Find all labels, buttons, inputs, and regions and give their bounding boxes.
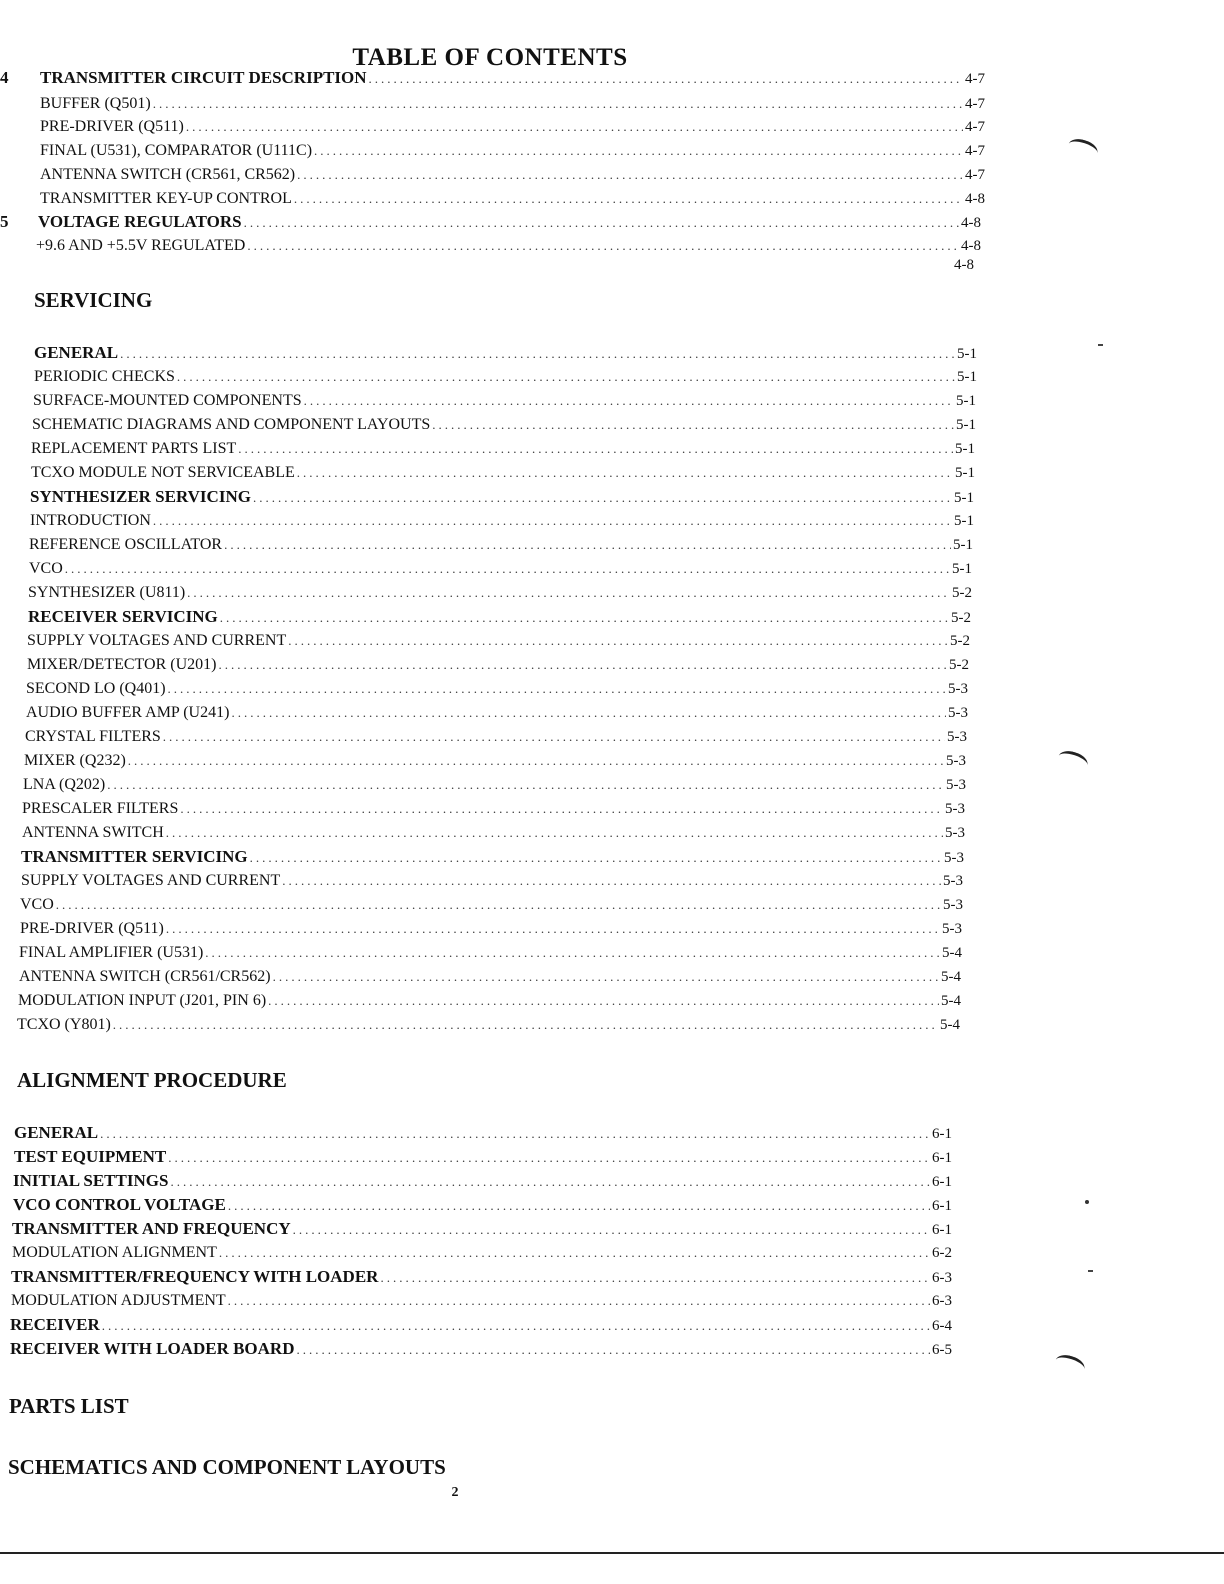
toc-entry-label: SYNTHESIZER (U811) <box>28 584 186 601</box>
binder-hole-mark <box>1066 136 1100 161</box>
toc-entry-page: 5-2 <box>950 633 970 649</box>
toc-entry[interactable] <box>12 1244 952 1262</box>
toc-entry-page: 5-1 <box>953 537 973 553</box>
toc-entry[interactable] <box>30 512 974 530</box>
toc-entry[interactable] <box>33 392 976 410</box>
toc-entry-label: +9.6 AND +5.5V REGULATED <box>36 237 246 254</box>
toc-entry[interactable] <box>28 584 972 602</box>
toc-entry-page: 5-3 <box>948 681 968 697</box>
toc-entry-label: TRANSMITTER SERVICING <box>21 847 248 866</box>
toc-entry[interactable] <box>29 560 972 578</box>
toc-entry-label: FINAL AMPLIFIER (U531) <box>19 944 204 961</box>
toc-entry-label: PRESCALER FILTERS <box>22 800 179 817</box>
toc-entry-page: 5-2 <box>952 585 972 601</box>
toc-entry-label: AUDIO BUFFER AMP (U241) <box>26 704 230 721</box>
toc-entry-label: MODULATION INPUT (J201, PIN 6) <box>18 992 267 1009</box>
toc-entry-label: TCXO MODULE NOT SERVICEABLE <box>31 464 295 481</box>
toc-entry[interactable] <box>32 416 976 434</box>
dot-leader <box>166 824 943 842</box>
toc-entry[interactable] <box>31 464 975 482</box>
dot-leader <box>177 368 955 386</box>
dot-leader <box>297 464 953 482</box>
toc-entry-page: 6-3 <box>932 1293 952 1309</box>
toc-entry-label: GENERAL <box>14 1123 99 1142</box>
toc-entry[interactable] <box>21 872 963 890</box>
toc-entry-label: RECEIVER <box>10 1315 100 1334</box>
dot-leader <box>65 560 950 578</box>
toc-entry-page: 5-3 <box>944 850 964 866</box>
toc-entry[interactable] <box>19 968 961 986</box>
scan-speck <box>1085 1200 1089 1204</box>
dot-leader <box>294 190 963 208</box>
toc-entry[interactable] <box>40 118 985 136</box>
toc-entry-label: MIXER (Q232) <box>24 752 126 769</box>
toc-entry-label: REPLACEMENT PARTS LIST <box>31 440 237 457</box>
toc-entry-page: 6-5 <box>932 1342 952 1358</box>
toc-entry-label: SUPPLY VOLTAGES AND CURRENT <box>21 872 281 889</box>
toc-entry[interactable] <box>13 1172 952 1191</box>
toc-entry[interactable] <box>30 488 974 507</box>
toc-entry-page: 6-1 <box>932 1126 952 1142</box>
toc-entry-page: 5-2 <box>949 657 969 673</box>
toc-entry[interactable] <box>34 368 977 386</box>
toc-entry[interactable] <box>28 608 971 627</box>
toc-entry-page: 5-1 <box>954 490 974 506</box>
dot-leader <box>100 1125 930 1143</box>
scan-speck <box>1098 344 1103 346</box>
toc-entry-label: PRE-DRIVER (Q511) <box>20 920 164 937</box>
binder-hole-mark <box>1056 748 1090 773</box>
dot-leader <box>282 872 941 890</box>
dot-leader <box>314 142 963 160</box>
toc-entry[interactable] <box>10 1340 952 1359</box>
dot-leader <box>168 680 946 698</box>
toc-entry-label: TRANSMITTER KEY-UP CONTROL <box>40 190 292 207</box>
section-heading-parts-list[interactable]: PARTS LIST <box>9 1394 129 1418</box>
toc-entry[interactable] <box>22 824 965 842</box>
section-number: 4 <box>0 68 9 87</box>
page-number: 2 <box>451 1485 459 1500</box>
toc-entry[interactable] <box>10 1316 952 1335</box>
toc-entry-label: VCO <box>20 896 54 913</box>
toc-entry-label: CRYSTAL FILTERS <box>25 728 161 745</box>
toc-entry-label: ANTENNA SWITCH <box>22 824 164 841</box>
toc-entry[interactable] <box>26 704 968 722</box>
toc-entry[interactable] <box>36 237 981 255</box>
dot-leader <box>250 849 942 867</box>
toc-entry-label: TRANSMITTER CIRCUIT DESCRIPTION <box>40 68 367 87</box>
dot-leader <box>304 392 954 410</box>
dot-leader <box>228 1292 930 1310</box>
dot-leader <box>432 416 954 434</box>
toc-entry-page: 5-3 <box>948 705 968 721</box>
toc-entry[interactable] <box>19 944 962 962</box>
toc-entry[interactable] <box>40 166 985 184</box>
toc-entry-label: TRANSMITTER/FREQUENCY WITH LOADER <box>11 1267 379 1286</box>
toc-entry[interactable] <box>22 800 965 818</box>
dot-leader <box>288 632 948 650</box>
toc-entry[interactable] <box>12 1220 952 1239</box>
toc-entry-page: 5-4 <box>940 1017 960 1033</box>
dot-leader <box>247 237 959 255</box>
toc-entry[interactable] <box>11 1268 952 1287</box>
dot-leader <box>293 1221 930 1239</box>
toc-entry-page: 5-1 <box>955 465 975 481</box>
dot-leader <box>296 1341 930 1359</box>
section-heading-servicing[interactable]: SERVICING <box>34 288 153 312</box>
binder-hole-mark <box>1053 1352 1087 1377</box>
toc-entry-label: VOLTAGE REGULATORS <box>38 212 242 231</box>
toc-entry-page: 6-3 <box>932 1270 952 1286</box>
dot-leader <box>180 800 943 818</box>
toc-entry-label: SURFACE-MOUNTED COMPONENTS <box>33 392 302 409</box>
toc-entry-label: VCO CONTROL VOLTAGE <box>13 1195 226 1214</box>
toc-entry-page: 6-1 <box>932 1198 952 1214</box>
toc-entry-label: SCHEMATIC DIAGRAMS AND COMPONENT LAYOUTS <box>32 416 431 433</box>
dot-leader <box>205 944 940 962</box>
toc-entry-label: RECEIVER WITH LOADER BOARD <box>10 1339 295 1358</box>
toc-entry-page: 5-1 <box>955 441 975 457</box>
toc-entry-page: 5-3 <box>945 825 965 841</box>
toc-entry-page: 4-8 <box>965 191 985 207</box>
dot-leader <box>224 536 951 554</box>
toc-entry-page: 5-3 <box>946 753 966 769</box>
dot-leader <box>113 1016 938 1034</box>
toc-entry-page: 5-4 <box>942 945 962 961</box>
toc-entry-label: MODULATION ADJUSTMENT <box>11 1292 226 1309</box>
toc-entry-page: 5-3 <box>943 873 963 889</box>
toc-entry[interactable] <box>20 896 963 914</box>
dot-leader <box>253 489 952 507</box>
toc-entry[interactable] <box>40 190 985 208</box>
dot-leader <box>369 70 963 88</box>
toc-entry-label: INITIAL SETTINGS <box>13 1171 169 1190</box>
toc-entry-page: 4-7 <box>965 71 985 87</box>
toc-entry[interactable] <box>23 776 966 794</box>
dot-leader <box>128 752 944 770</box>
dot-leader <box>218 656 947 674</box>
toc-entry-page: 5-4 <box>941 969 961 985</box>
toc-entry-page: 6-1 <box>932 1174 952 1190</box>
dot-leader <box>268 992 939 1010</box>
toc-entry-page: 5-1 <box>952 561 972 577</box>
dot-leader <box>163 728 945 746</box>
toc-entry[interactable] <box>27 632 970 650</box>
toc-entry[interactable] <box>20 920 962 938</box>
dot-leader <box>380 1269 930 1287</box>
toc-entry-page: 5-1 <box>956 393 976 409</box>
page-title: TABLE OF CONTENTS <box>352 44 628 71</box>
toc-entry-label: SYNTHESIZER SERVICING <box>30 487 251 506</box>
toc-entry-label: RECEIVER SERVICING <box>28 607 218 626</box>
toc-entry-page: 4-7 <box>965 167 985 183</box>
toc-entry-label: BUFFER (Q501) <box>40 95 151 112</box>
toc-entry[interactable] <box>29 536 973 554</box>
toc-entry-page: 5-3 <box>942 921 962 937</box>
dot-leader <box>168 1149 930 1167</box>
toc-entry-label: LNA (Q202) <box>23 776 106 793</box>
toc-entry[interactable] <box>40 142 985 160</box>
toc-entry-page: 5-1 <box>957 346 977 362</box>
toc-entry[interactable] <box>24 752 966 770</box>
toc-entry-page: 6-1 <box>932 1222 952 1238</box>
section-heading-schematics[interactable]: SCHEMATICS AND COMPONENT LAYOUTS <box>8 1455 446 1479</box>
dot-leader <box>228 1197 930 1215</box>
toc-entry-label: SECOND LO (Q401) <box>26 680 166 697</box>
toc-entry-page: 4-7 <box>965 143 985 159</box>
dot-leader <box>166 920 940 938</box>
toc-entry[interactable] <box>11 1292 952 1310</box>
toc-entry[interactable] <box>26 680 968 698</box>
toc-entry-page: 5-3 <box>947 729 967 745</box>
toc-entry-label: SUPPLY VOLTAGES AND CURRENT <box>27 632 287 649</box>
toc-entry-page: 5-4 <box>941 993 961 1009</box>
toc-entry-label: TRANSMITTER AND FREQUENCY <box>12 1219 291 1238</box>
dot-leader <box>297 166 963 184</box>
dot-leader <box>153 512 952 530</box>
toc-section-heading[interactable] <box>40 69 985 88</box>
toc-entry[interactable] <box>21 848 964 867</box>
toc-entry-label: PERIODIC CHECKS <box>34 368 175 385</box>
dot-leader <box>186 118 963 136</box>
dot-leader <box>219 1244 930 1262</box>
toc-section-heading[interactable] <box>38 213 981 232</box>
bottom-rule <box>0 1552 1224 1554</box>
toc-entry-page: 4-8 <box>954 257 974 273</box>
dot-leader <box>102 1317 930 1335</box>
toc-entry[interactable] <box>25 728 967 746</box>
dot-leader <box>220 609 949 627</box>
toc-entry[interactable] <box>34 344 977 363</box>
toc-entry-page: 5-3 <box>945 801 965 817</box>
toc-entry[interactable] <box>14 1124 952 1143</box>
toc-entry-page: 4-7 <box>965 96 985 112</box>
dot-leader <box>187 584 950 602</box>
section-heading-alignment[interactable]: ALIGNMENT PROCEDURE <box>17 1068 287 1092</box>
toc-entry-label: MODULATION ALIGNMENT <box>12 1244 217 1261</box>
toc-entry[interactable] <box>14 1148 952 1167</box>
toc-entry-label: ANTENNA SWITCH (CR561/CR562) <box>19 968 271 985</box>
toc-entry-label: PRE-DRIVER (Q511) <box>40 118 184 135</box>
toc-entry-page: 5-3 <box>943 897 963 913</box>
toc-entry-label: TCXO (Y801) <box>17 1016 111 1033</box>
toc-entry-label: FINAL (U531), COMPARATOR (U111C) <box>40 142 313 159</box>
dot-leader <box>170 1173 930 1191</box>
toc-entry-page: 4-8 <box>961 215 981 231</box>
toc-entry-page: 6-4 <box>932 1318 952 1334</box>
toc-entry[interactable] <box>40 95 985 113</box>
toc-entry-page: 6-2 <box>932 1245 952 1261</box>
section-number: 5 <box>0 212 9 231</box>
toc-entry-page: 5-1 <box>957 369 977 385</box>
toc-entry-label: GENERAL <box>34 343 119 362</box>
toc-entry-page: 5-1 <box>956 417 976 433</box>
toc-entry-page: 5-2 <box>951 610 971 626</box>
toc-entry-label: TEST EQUIPMENT <box>14 1147 167 1166</box>
toc-entry[interactable] <box>17 1016 960 1034</box>
dot-leader <box>120 345 955 363</box>
toc-entry[interactable] <box>27 656 969 674</box>
dot-leader <box>107 776 944 794</box>
toc-entry-label: ANTENNA SWITCH (CR561, CR562) <box>40 166 296 183</box>
toc-entry-label: VCO <box>29 560 63 577</box>
toc-entry-page: 5-3 <box>946 777 966 793</box>
dot-leader <box>238 440 953 458</box>
toc-entry-page: 6-1 <box>932 1150 952 1166</box>
toc-entry-page: 4-8 <box>961 238 981 254</box>
toc-entry-label: REFERENCE OSCILLATOR <box>29 536 223 553</box>
toc-entry-page: 4-7 <box>965 119 985 135</box>
dot-leader <box>244 214 959 232</box>
toc-entry[interactable] <box>13 1196 952 1215</box>
dot-leader <box>153 95 963 113</box>
dot-leader <box>56 896 941 914</box>
dot-leader <box>273 968 939 986</box>
toc-entry-label: INTRODUCTION <box>30 512 151 529</box>
toc-entry-page: 5-1 <box>954 513 974 529</box>
toc-entry-label: MIXER/DETECTOR (U201) <box>27 656 217 673</box>
dot-leader <box>231 704 946 722</box>
toc-entry[interactable] <box>18 992 961 1010</box>
scan-speck <box>1088 1270 1093 1272</box>
toc-entry[interactable] <box>31 440 975 458</box>
